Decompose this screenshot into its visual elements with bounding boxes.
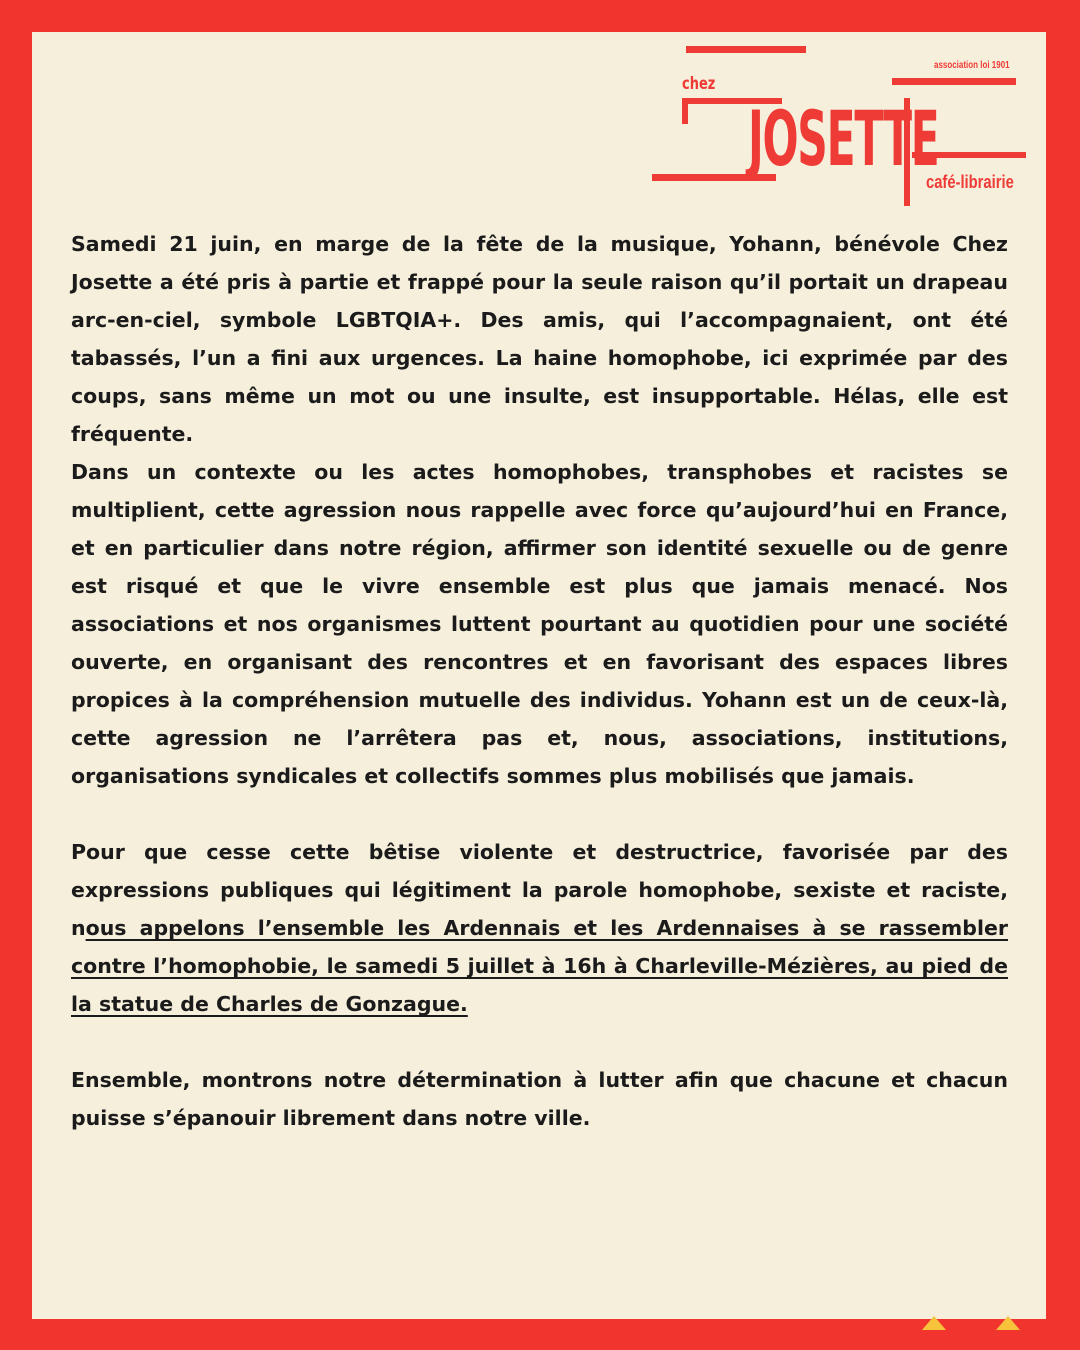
logo-chez: chez — [682, 74, 716, 94]
chez-josette-logo — [652, 46, 1032, 196]
paragraph-gap — [71, 1023, 1008, 1061]
poster-card — [32, 32, 1046, 1319]
call-intro-text: Pour que cesse cette bêtise violente et destructrice, favorisée par des expressions publiques qui légitiment la parole homophobe, sexiste et raciste, n — [71, 840, 1008, 940]
decorative-star-left — [922, 1316, 946, 1330]
rally-announcement: ous appelons l’ensemble les Ardennais et les Ardennaises à se rassembler contre l’homophobie, le samedi 5 juillet à 16h à Charleville-Mézières, au pied de la statue de Charles de Gonzague. — [71, 916, 1008, 1016]
paragraph-closing: Ensemble, montrons notre détermination à lutter afin que chacune et chacun puisse s’épanouir librement dans notre ville. — [71, 1068, 1008, 1130]
paragraph-incident: Samedi 21 juin, en marge de la fête de la musique, Yohann, bénévole Chez Josette a été pris à partie et frappé pour la seule raison qu’il portait un drapeau arc-en-ciel, symbole LGBTQIA+. Des amis, qui l’accompagnaient, ont été tabassés, l’un a fini aux urgences. La haine homophobe, ici exprimée par des coups, sans même un mot ou une insulte, est insupportable. Hélas, elle est fréquente. — [71, 232, 1008, 446]
paragraph-call-to-action — [71, 833, 1008, 1023]
paragraph-context: Dans un contexte ou les actes homophobes, transphobes et racistes se multiplient, cette agression nous rappelle avec force qu’aujourd’hui en France, et en particulier dans notre région, affirmer son identité sexuelle ou de genre est risqué et que le vivre ensemble est plus que jamais menacé. Nos associations et nos organismes luttent pourtant au quotidien pour une société ouverte, en organisant des rencontres et en favorisant des espaces libres propices à la compréhension mutuelle des individus. Yohann est un de ceux-là, cette agression ne l’arrêtera pas et, nous, associations, institutions, organisations syndicales et collectifs sommes plus mobilisés que jamais. — [71, 460, 1008, 788]
logo-bar-top-left — [686, 46, 806, 53]
logo-cafe-librairie: café-librairie — [926, 172, 1014, 192]
paragraph-gap — [71, 795, 1008, 833]
decorative-star-right — [996, 1316, 1020, 1330]
logo-josette: JOSETTE — [748, 94, 939, 183]
letter-body — [71, 225, 1008, 1137]
logo-association-label: association loi 1901 — [934, 60, 1010, 71]
logo-bar-top-right — [892, 78, 1016, 85]
